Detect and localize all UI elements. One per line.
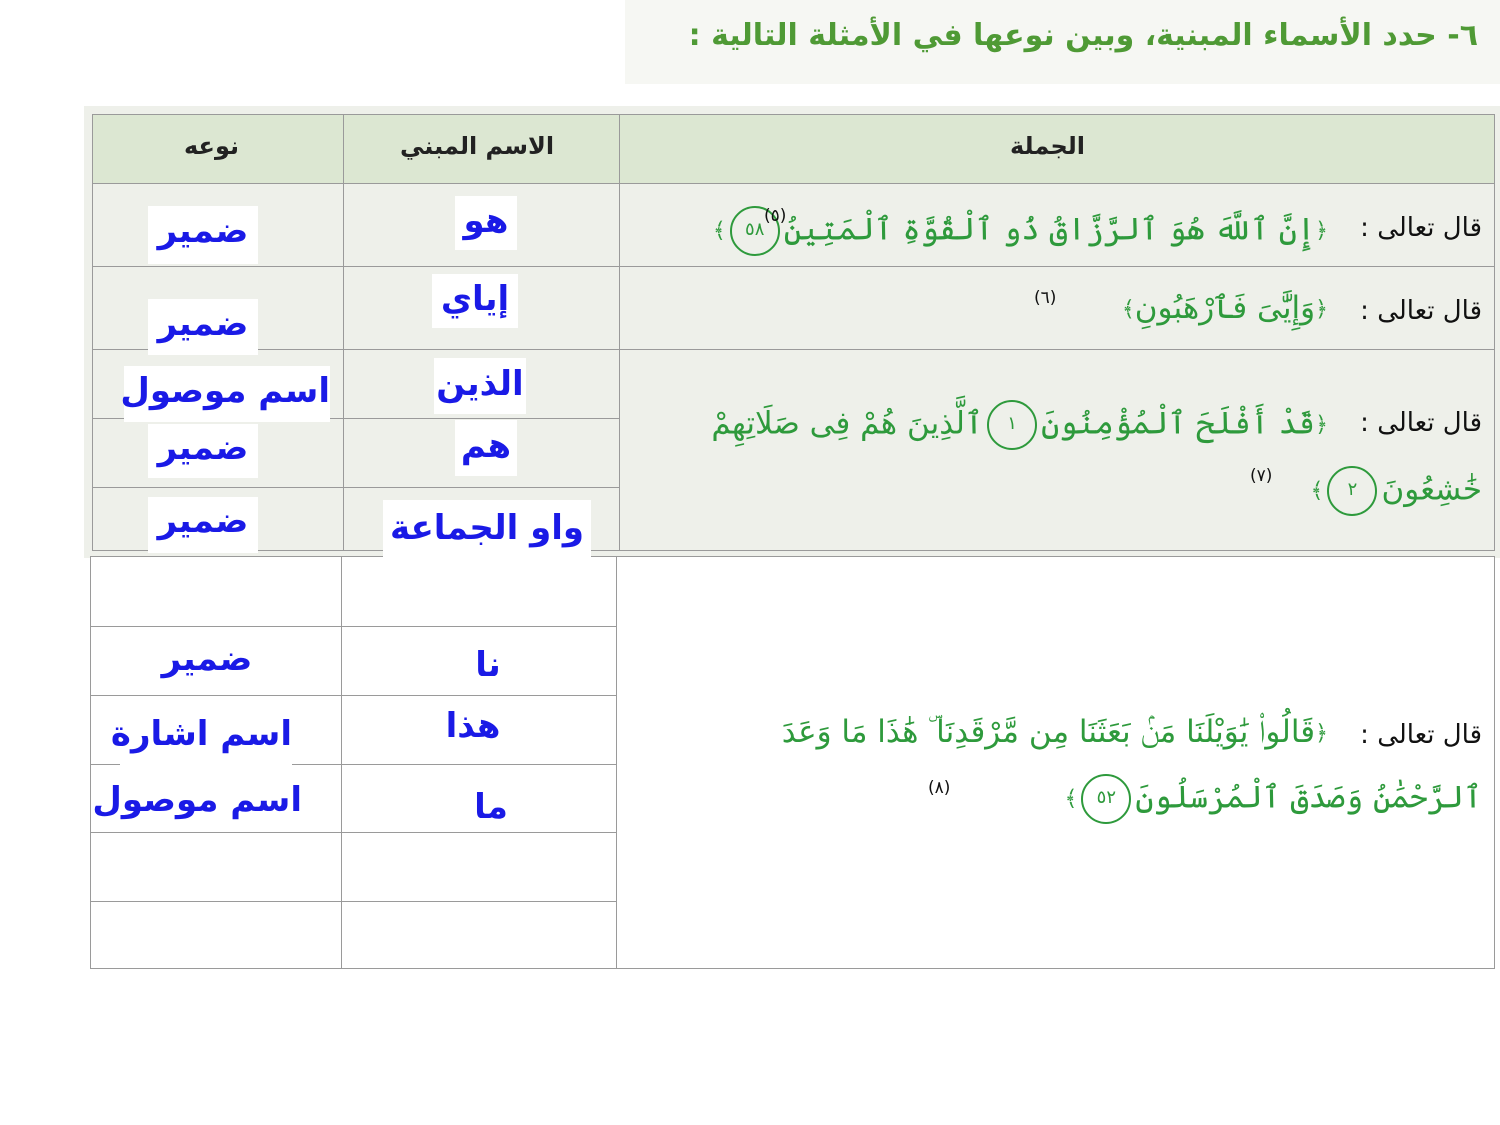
verse1 bbox=[713, 206, 1328, 256]
answer-type-4: ضمير bbox=[148, 424, 258, 478]
verse1-text: إِنَّ ٱللَّهَ هُوَ ٱلرَّزَّاقُ ذُو ٱلْقُوَّةِ ٱلْمَتِينُ bbox=[783, 211, 1316, 248]
verse4-line1 bbox=[782, 714, 1328, 751]
header-type: نوعه bbox=[184, 132, 240, 160]
answer-noun-8: ما bbox=[466, 785, 516, 831]
verse3-prefix: قال تعالى : bbox=[1360, 408, 1482, 438]
verse4-line2 bbox=[1064, 774, 1482, 824]
verse4-footnote: (٨) bbox=[928, 778, 951, 798]
ornate-bracket-icon: ﴿ bbox=[1315, 218, 1328, 244]
row4-noun-cell-1 bbox=[341, 556, 617, 627]
ornate-bracket-icon: ﴿ bbox=[1315, 412, 1328, 438]
row4-sentence-cell bbox=[616, 556, 1495, 969]
ayah-number-badge: ٢ bbox=[1327, 466, 1377, 516]
header-sentence: الجملة bbox=[1010, 132, 1085, 160]
answer-noun-6: نا bbox=[465, 640, 511, 694]
row3-sentence-cell bbox=[619, 349, 1495, 551]
answer-type-5: ضمير bbox=[148, 497, 258, 553]
answer-type-3: اسم موصول bbox=[124, 366, 330, 422]
answer-noun-4: هم bbox=[455, 420, 517, 476]
verse3-text-c: خَٰشِعُونَ bbox=[1381, 471, 1482, 508]
answer-type-6: ضمير bbox=[152, 635, 262, 691]
row4-noun-cell-6 bbox=[341, 901, 617, 969]
row4-type-cell-6 bbox=[90, 901, 342, 969]
row4-type-cell-1 bbox=[90, 556, 342, 627]
verse2-footnote: (٦) bbox=[1034, 288, 1057, 308]
header-noun: الاسم المبني bbox=[400, 132, 555, 160]
verse1-footnote: (٥) bbox=[764, 206, 787, 226]
verse3-text-b: ٱلَّذِينَ هُمْ فِى صَلَاتِهِمْ bbox=[711, 405, 984, 442]
row4-type-cell-5 bbox=[90, 832, 342, 902]
answer-noun-5: واو الجماعة bbox=[383, 500, 591, 566]
verse3-line1 bbox=[711, 400, 1328, 450]
answer-type-1: ضمير bbox=[148, 206, 258, 264]
verse4-text-b: ٱلرَّحْمَٰنُ وَصَدَقَ ٱلْمُرْسَلُونَ bbox=[1135, 779, 1482, 816]
verse1-prefix: قال تعالى : bbox=[1360, 213, 1482, 243]
verse2 bbox=[1122, 290, 1328, 326]
verse3-footnote: (٧) bbox=[1250, 466, 1273, 486]
ornate-bracket-icon: ﴿ bbox=[1315, 721, 1328, 746]
ornate-bracket-icon: ﴾ bbox=[1121, 297, 1135, 322]
exercise-heading: ٦- حدد الأسماء المبنية، وبين نوعها في الأمثلة التالية : bbox=[688, 18, 1478, 53]
ornate-bracket-icon: ﴾ bbox=[712, 218, 726, 244]
ayah-number-badge: ١ bbox=[987, 400, 1037, 450]
ornate-bracket-icon: ﴾ bbox=[1310, 478, 1324, 504]
answer-noun-3: الذين bbox=[434, 358, 526, 414]
ayah-number-badge: ٥٢ bbox=[1081, 774, 1131, 824]
answer-type-7: اسم اشارة bbox=[120, 709, 292, 765]
answer-noun-2: إياي bbox=[432, 274, 518, 328]
answer-type-8: اسم موصول bbox=[96, 775, 302, 831]
verse4-text-a: قَالُوا۟ يَٰوَيْلَنَا مَنۢ بَعَثَنَا مِن مَّرْقَدِنَا ۜ هَٰذَا مَا وَعَدَ bbox=[781, 714, 1316, 750]
ayah-number-badge: ٥٨ bbox=[730, 206, 780, 256]
answer-noun-7: هذا bbox=[445, 700, 501, 756]
verse4-prefix: قال تعالى : bbox=[1360, 720, 1482, 750]
verse2-prefix: قال تعالى : bbox=[1360, 296, 1482, 326]
verse2-text: وَإِيَّٰىَ فَٱرْهَبُونِ bbox=[1134, 290, 1316, 326]
ornate-bracket-icon: ﴾ bbox=[1064, 786, 1078, 812]
verse3-line2 bbox=[1311, 466, 1482, 516]
answer-type-2: ضمير bbox=[148, 299, 258, 355]
row4-noun-cell-5 bbox=[341, 832, 617, 902]
verse3-text-a: قَدْ أَفْلَحَ ٱلْمُؤْمِنُونَ bbox=[1041, 405, 1316, 442]
answer-noun-1: هو bbox=[455, 196, 517, 250]
ornate-bracket-icon: ﴿ bbox=[1315, 297, 1328, 322]
